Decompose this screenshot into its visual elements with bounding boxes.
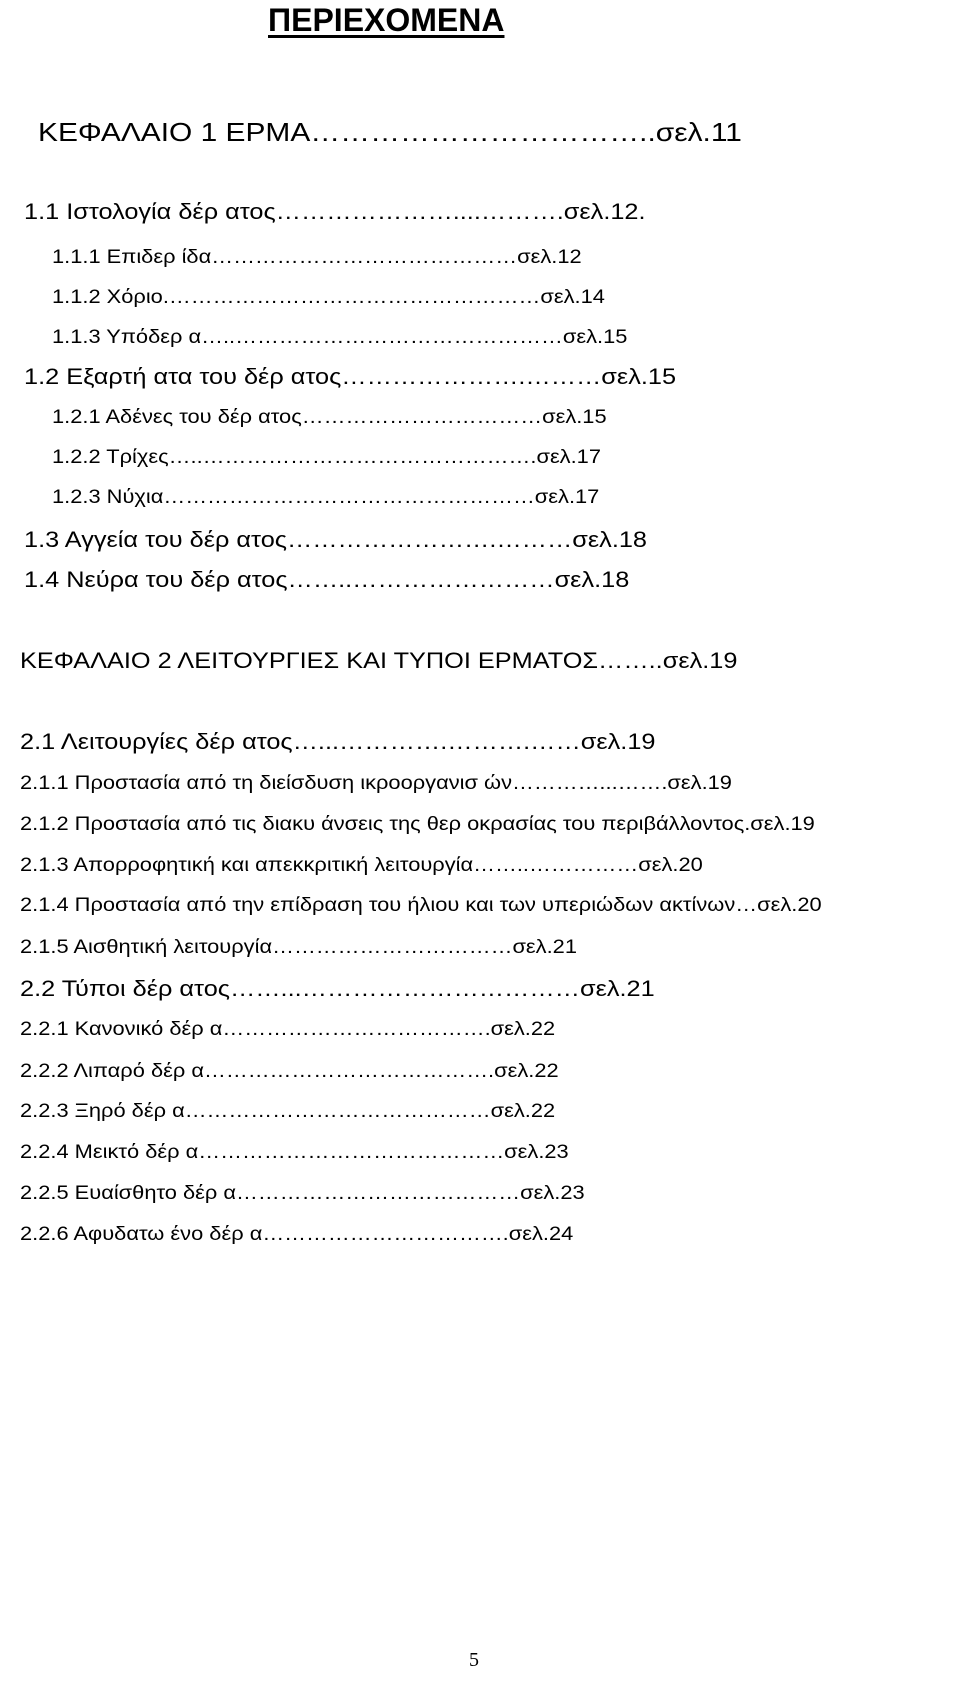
toc-entry: 2.2.3 Ξηρό δέρ α……………………………………σελ.22	[20, 1101, 556, 1122]
toc-entry: 2.2.6 Αφυδατω ένο δέρ α…………………………….σελ.24	[20, 1224, 574, 1245]
toc-entry: 1.1.2 Χόριο.……………………………………………σελ.14	[52, 287, 605, 308]
toc-entry: 2.1.3 Απορροφητική και απεκκριτική λειτουργία……..……………σελ.20	[20, 855, 703, 876]
toc-entry: 1.2.1 Αδένες του δέρ ατος……………………………σελ.15	[52, 407, 607, 428]
toc-entry: 2.2.2 Λιπαρό δέρ α………………………………….σελ.22	[20, 1061, 559, 1082]
toc-entry: 2.1.2 Προστασία από τις διακυ άνσεις της θερ οκρασίας του περιβάλλοντος.σελ.19	[20, 814, 815, 835]
toc-entry: 1.2.2 Τρίχες…..……………………………………….σελ.17	[52, 447, 601, 468]
toc-entry: 1.1.1 Επιδερ ίδα……………………………………σελ.12	[52, 247, 582, 268]
toc-entry: 1.4 Νεύρα του δέρ ατος……..……………………σελ.18	[24, 567, 630, 592]
toc-entry: ΚΕΦΑΛΑΙΟ 2 ΛΕΙΤΟΥΡΓΙΕΣ ΚΑΙ ΤΥΠΟΙ ΕΡΜΑΤΟΣ……..σελ.19	[20, 648, 738, 673]
toc-entry: 2.2.5 Ευαίσθητο δέρ α…………………………………σελ.23	[20, 1183, 585, 1204]
toc-entry: 1.3 Αγγεία του δέρ ατος…………………….………σελ.18	[24, 527, 648, 552]
page-number: 5	[469, 1649, 479, 1671]
toc-entry: 2.2.1 Κανονικό δέρ α……………………………….σελ.22	[20, 1019, 556, 1040]
toc-entry: 2.1.4 Προστασία από την επίδραση του ήλιου και των υπεριώδων ακτίνων…σελ.20	[20, 895, 822, 916]
toc-entry: ΚΕΦΑΛΑΙΟ 1 ΕΡΜΑ……………………………..σελ.11	[38, 117, 742, 147]
toc-entry: 2.1.1 Προστασία από τη διείσδυση ικροοργανισ ών…………...…….σελ.19	[20, 773, 732, 794]
toc-entry: 2.1.5 Αισθητική λειτουργία……………………………σελ.21	[20, 937, 577, 958]
toc-entry: 1.2.3 Νύχια……………………………………………σελ.17	[52, 487, 600, 508]
toc-entry: 1.1 Ιστολογία δέρ ατος…………………....……….σελ.12.	[24, 199, 646, 224]
toc-entry: 1.2 Εξαρτή ατα του δέρ ατος………………….………σελ.15	[24, 364, 677, 389]
toc-entry: 2.1 Λειτουργίες δέρ ατος…...………….……….……σελ.19	[20, 729, 656, 754]
toc-entry: 2.2.4 Μεικτό δέρ α……………………………………σελ.23	[20, 1142, 569, 1163]
toc-entry: 1.1.3 Υπόδερ α…..………………………………………σελ.15	[52, 327, 628, 348]
page-title: ΠΕΡΙΕΧΟΜΕΝΑ	[268, 2, 505, 38]
toc-entry: 2.2 Τύποι δέρ ατος……...……………………………σελ.21	[20, 976, 655, 1001]
